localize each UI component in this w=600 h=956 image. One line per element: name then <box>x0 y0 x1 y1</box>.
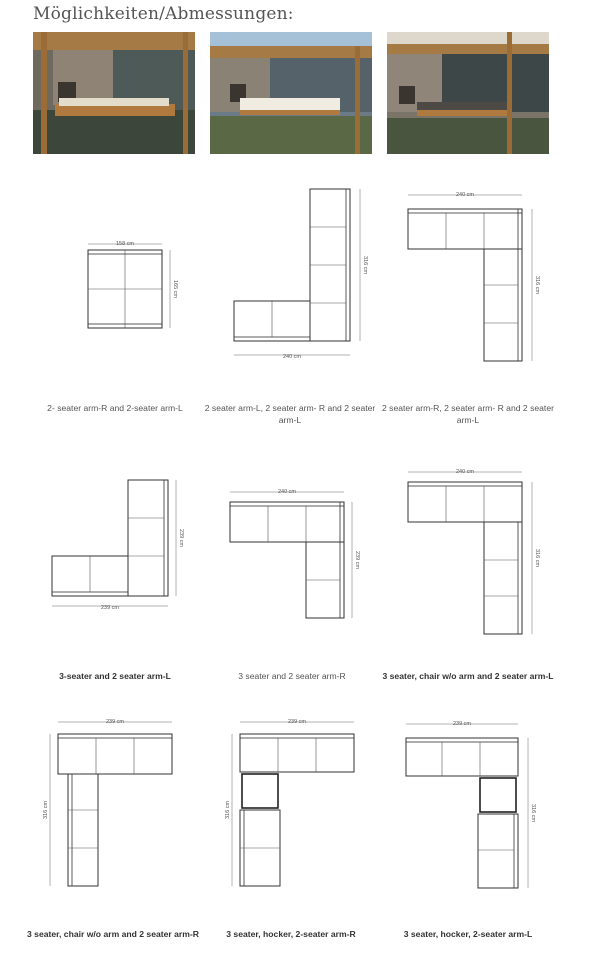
dim-width-9: 239 cm <box>452 721 472 727</box>
sofa-diagram-2 <box>230 185 370 365</box>
terrace-photo-3 <box>387 32 549 154</box>
dim-height-1: 165 cm <box>172 279 178 299</box>
dim-height-4: 239 cm <box>178 528 184 548</box>
dim-width-7: 239 cm <box>105 719 125 725</box>
dim-width-1: 158 cm <box>115 241 135 247</box>
sofa-diagram-8 <box>226 716 366 896</box>
sofa-diagram-9 <box>400 716 550 896</box>
sofa-diagram-7 <box>44 716 184 896</box>
section-title: Möglichkeiten/Abmessungen: <box>33 4 294 24</box>
caption-5: 3 seater and 2 seater arm-R <box>238 671 346 681</box>
dim-height-6: 316 cm <box>534 548 540 568</box>
dim-height-9: 316 cm <box>530 803 536 823</box>
terrace-photo-1 <box>33 32 195 154</box>
dim-height-7: 316 cm <box>43 800 49 820</box>
sofa-diagram-4 <box>48 476 188 616</box>
dim-height-3: 316 cm <box>534 275 540 295</box>
sofa-diagram-3 <box>400 185 550 365</box>
dim-height-2: 316 cm <box>362 255 368 275</box>
caption-4: 3-seater and 2 seater arm-L <box>59 671 171 681</box>
dim-width-6: 240 cm <box>455 469 475 475</box>
caption-3: 2 seater arm-R, 2 seater arm- R and 2 seater arm-L <box>382 403 554 425</box>
dim-height-8: 316 cm <box>225 800 231 820</box>
sofa-diagram-1 <box>82 236 182 336</box>
dim-width-5: 240 cm <box>277 489 297 495</box>
caption-1: 2- seater arm-R and 2-seater arm-L <box>47 403 183 413</box>
caption-7: 3 seater, chair w/o arm and 2 seater arm-R <box>27 929 199 939</box>
caption-9: 3 seater, hocker, 2-seater arm-L <box>403 929 533 939</box>
dim-width-3: 240 cm <box>455 192 475 198</box>
dim-height-5: 239 cm <box>354 550 360 570</box>
dim-width-2: 240 cm <box>282 354 302 360</box>
dim-width-4: 239 cm <box>100 605 120 611</box>
sofa-diagram-5 <box>226 484 366 624</box>
caption-6: 3 seater, chair w/o arm and 2 seater arm-L <box>382 671 554 681</box>
caption-2: 2 seater arm-L, 2 seater arm- R and 2 seater arm-L <box>204 403 376 425</box>
caption-8: 3 seater, hocker, 2-seater arm-R <box>226 929 356 939</box>
dim-width-8: 239 cm <box>287 719 307 725</box>
terrace-photo-2 <box>210 32 372 154</box>
sofa-diagram-6 <box>402 464 552 644</box>
